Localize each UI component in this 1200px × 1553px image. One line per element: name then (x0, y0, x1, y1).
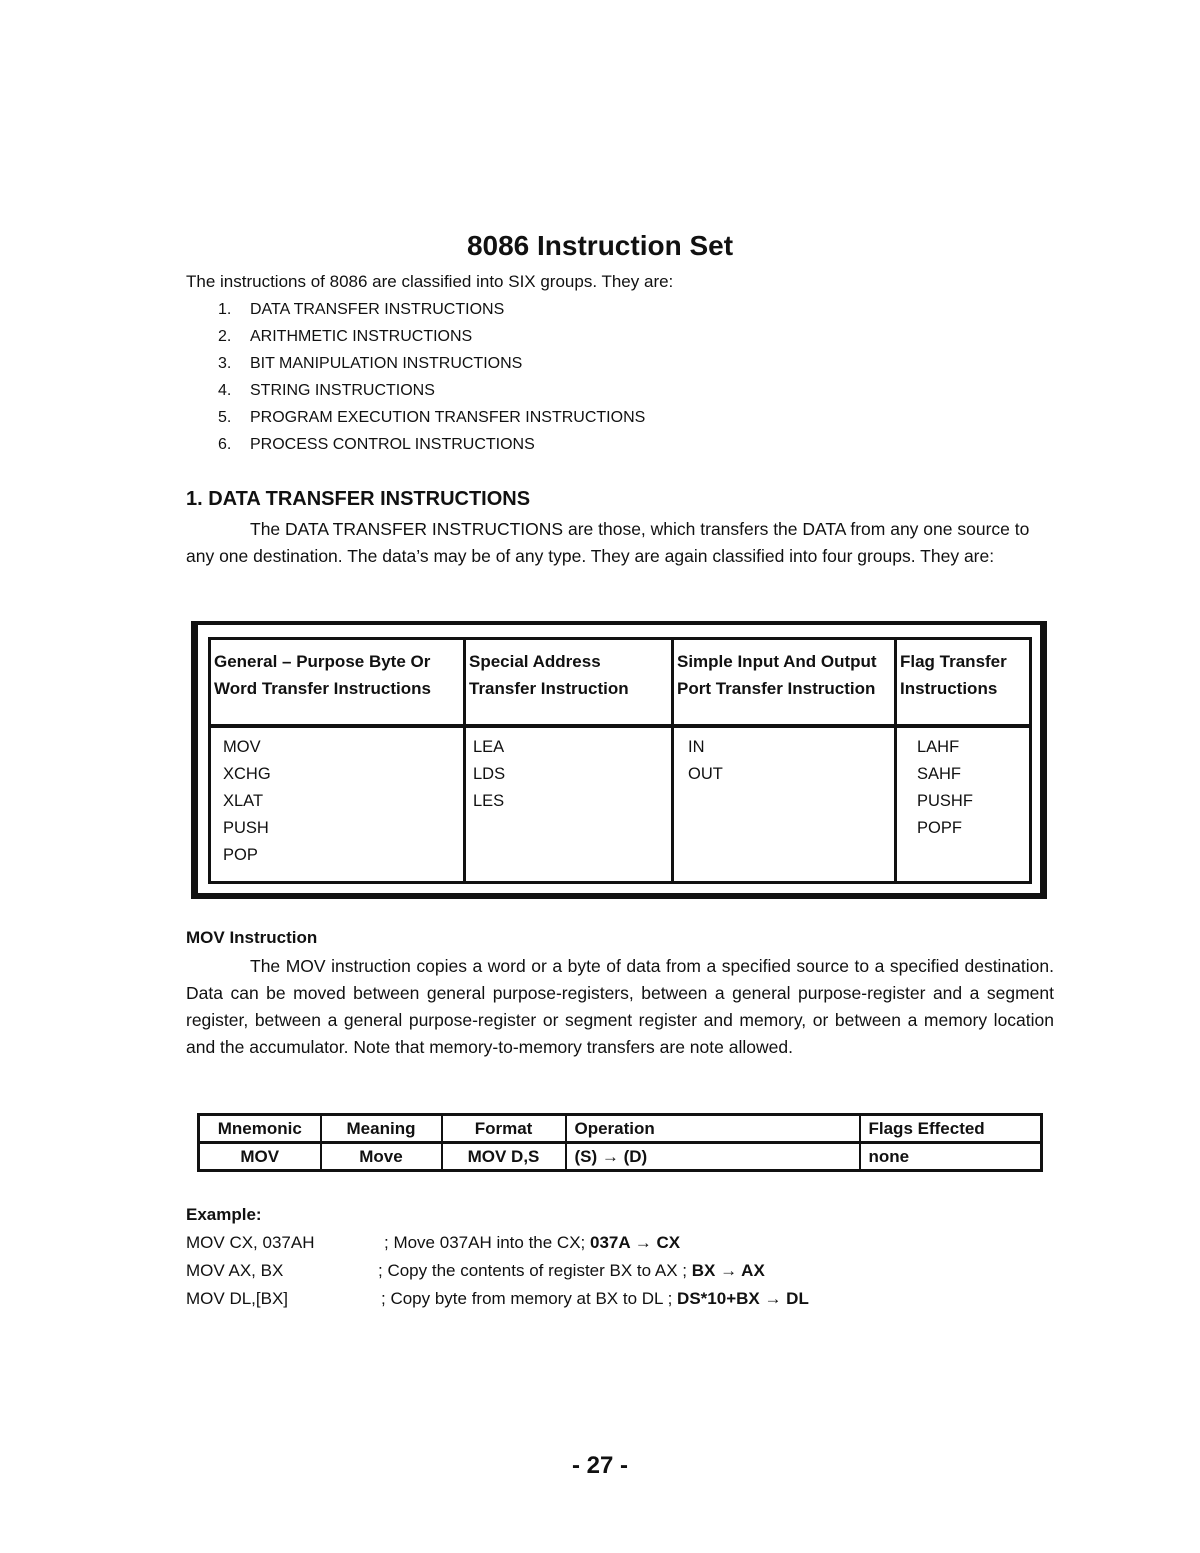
list-number: 5. (218, 409, 232, 426)
example-line (186, 1233, 681, 1253)
list-label: BIT MANIPULATION INSTRUCTIONS (250, 355, 523, 372)
section-heading: 1. DATA TRANSFER INSTRUCTIONS (186, 488, 531, 510)
column-header: Simple Input And Output Port Transfer Instruction (677, 652, 877, 698)
list-item: LDS (473, 765, 506, 783)
list-item: POPF (917, 819, 962, 837)
list-item (218, 353, 645, 380)
table-cell: MOV D,S (442, 1143, 566, 1171)
mov-heading: MOV Instruction (186, 928, 318, 947)
comment-result: DS*10+BX → DL (677, 1289, 809, 1308)
example-heading: Example: (186, 1205, 262, 1224)
paragraph-text: The MOV instruction copies a word or a byte of data from a specified source to a specified destination. Data can be moved between general purpose-registers, between a general purpose-register and a segment register, between a general purpose-register or segment register and memory, or between a memory location and the accumulator. Note that memory-to-memory transfers are note allowed. (186, 956, 1054, 1057)
column-header: Format (442, 1115, 566, 1143)
list-item: LAHF (917, 738, 960, 756)
comment-text: ; Copy the contents of register BX to AX ; (378, 1261, 687, 1280)
list-number: 3. (218, 355, 232, 372)
column-items (223, 736, 271, 871)
intro-text: The instructions of 8086 are classified into SIX groups. They are: (186, 272, 674, 291)
table-cell: MOV (199, 1143, 321, 1171)
comment-text: ; Copy byte from memory at BX to DL ; (381, 1289, 673, 1308)
list-number: 6. (218, 436, 232, 453)
list-number: 2. (218, 328, 232, 345)
transfer-groups-table (191, 621, 1047, 899)
paragraph-text: The DATA TRANSFER INSTRUCTIONS are those, which transfers the DATA from any one source to any one destination. The data’s may be of any type. They are again classified into four groups. They are: (186, 519, 1030, 566)
mov-paragraph (186, 953, 1054, 1061)
list-item: XLAT (223, 792, 264, 810)
column-items (688, 736, 723, 790)
column-items (473, 736, 505, 817)
column-header: General – Purpose Byte Or Word Transfer Instructions (214, 652, 431, 698)
list-item (218, 326, 645, 353)
column-header: Flag Transfer Instructions (900, 652, 1007, 698)
list-item: IN (688, 738, 705, 756)
column-header: Meaning (321, 1115, 442, 1143)
list-item (218, 380, 645, 407)
table-row (199, 1143, 1042, 1171)
page-title: 8086 Instruction Set (466, 230, 734, 261)
example-code: MOV CX, 037AH (186, 1233, 315, 1252)
table-cell: Move (321, 1143, 442, 1171)
page-number: - 27 - (571, 1452, 628, 1479)
table-column (671, 640, 894, 881)
table-column (894, 640, 1029, 881)
list-item: LES (473, 792, 505, 810)
mov-table (197, 1113, 1043, 1172)
example-line (186, 1289, 809, 1309)
list-number: 1. (218, 301, 232, 318)
column-header: Flags Effected (860, 1115, 1042, 1143)
list-label: PROCESS CONTROL INSTRUCTIONS (250, 436, 535, 453)
table-cell: (S) → (D) (566, 1143, 860, 1171)
example-comment (381, 1289, 809, 1309)
table-header-row (199, 1115, 1042, 1143)
table-column (211, 640, 463, 881)
list-label: STRING INSTRUCTIONS (250, 382, 435, 399)
list-item: XCHG (223, 765, 271, 783)
list-item (218, 299, 645, 326)
list-number: 4. (218, 382, 232, 399)
list-item: PUSHF (917, 792, 973, 810)
list-item: SAHF (917, 765, 962, 783)
example-code: MOV DL,[BX] (186, 1289, 289, 1308)
comment-text: ; Move 037AH into the CX; (384, 1233, 586, 1252)
list-item: PUSH (223, 819, 269, 837)
example-line (186, 1261, 765, 1281)
list-item (218, 434, 645, 461)
section-paragraph (186, 516, 1054, 570)
list-item (218, 407, 645, 434)
list-label: DATA TRANSFER INSTRUCTIONS (250, 301, 505, 318)
comment-result: BX → AX (691, 1261, 765, 1280)
instruction-group-list (218, 299, 645, 461)
comment-result: 037A → CX (590, 1233, 681, 1252)
list-item: LEA (473, 738, 505, 756)
list-item: POP (223, 846, 258, 864)
column-header: Operation (566, 1115, 860, 1143)
example-code: MOV AX, BX (186, 1261, 284, 1280)
list-item: OUT (688, 765, 723, 783)
list-label: ARITHMETIC INSTRUCTIONS (250, 328, 473, 345)
table-grid (208, 637, 1032, 884)
list-label: PROGRAM EXECUTION TRANSFER INSTRUCTIONS (250, 409, 646, 426)
column-items (917, 736, 973, 844)
table-column (463, 640, 671, 881)
table-cell: none (860, 1143, 1042, 1171)
example-comment (378, 1261, 765, 1281)
column-header: Mnemonic (199, 1115, 321, 1143)
list-item: MOV (223, 738, 261, 756)
example-comment (384, 1233, 680, 1253)
column-header: Special Address Transfer Instruction (469, 652, 629, 698)
